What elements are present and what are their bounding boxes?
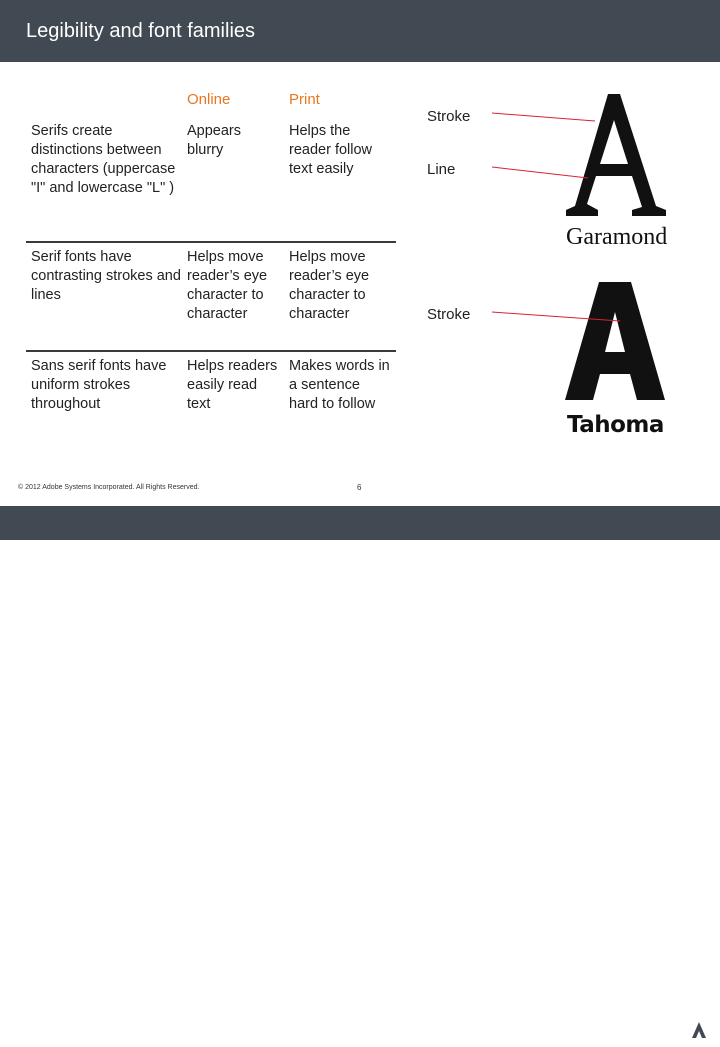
slide-title: Legibility and font families: [26, 20, 256, 42]
line-pointer-serif: [492, 167, 588, 178]
column-header-online: Online: [187, 91, 231, 108]
line-label-serif: Line: [427, 161, 456, 178]
row2-label: Serif fonts have contrasting strokes and lines: [31, 249, 181, 303]
garamond-font-name: Garamond: [566, 224, 668, 250]
adobe-logo-icon: [688, 1018, 710, 1042]
stroke-pointer-sans: [492, 312, 620, 321]
column-header-print: Print: [289, 91, 320, 108]
row3-print: Makes words in a sentence hard to follow: [289, 358, 390, 412]
page-number: 6: [357, 483, 362, 492]
row3-label: Sans serif fonts have uniform strokes throughout: [31, 358, 167, 412]
stroke-label-sans: Stroke: [427, 306, 471, 323]
row2-print: Helps move reader’s eye character to character: [289, 249, 370, 322]
stroke-pointer-serif: [492, 113, 595, 121]
footer-bar: [0, 506, 720, 540]
row3-online: Helps readers easily read text: [187, 358, 278, 412]
copyright-text: © 2012 Adobe Systems Incorporated. All Rights Reserved.: [18, 484, 200, 491]
row1-label: Serifs create distinctions between characters (uppercase "I" and lowercase "L" ): [31, 123, 176, 196]
row2-online: Helps move reader’s eye character to character: [187, 249, 268, 322]
tahoma-font-name: Tahoma: [567, 412, 664, 438]
row1-online: Appears blurry: [187, 123, 242, 158]
stroke-label-serif: Stroke: [427, 108, 471, 125]
row1-print: Helps the reader follow text easily: [289, 123, 373, 177]
